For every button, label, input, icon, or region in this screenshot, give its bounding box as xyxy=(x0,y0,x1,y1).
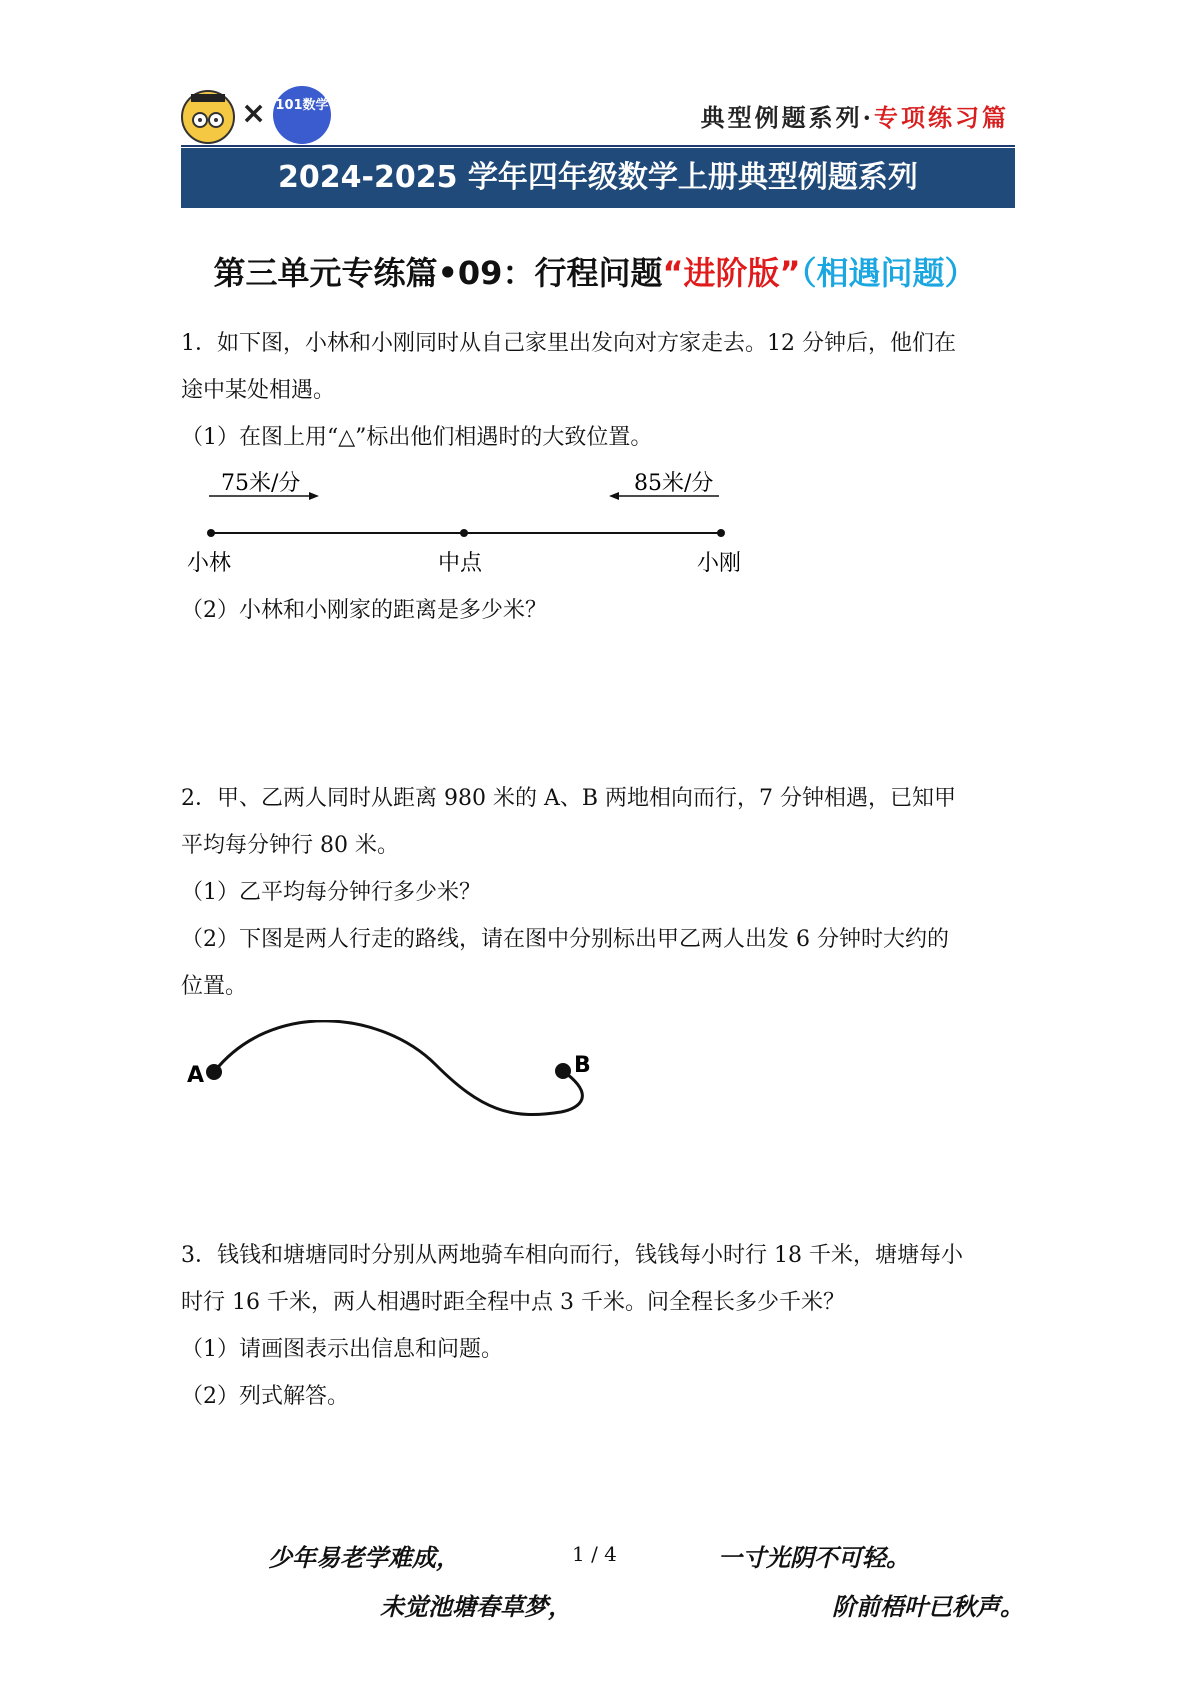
q1-label-right: 小刚 xyxy=(697,551,742,576)
q1-arrow-right-icon xyxy=(309,492,319,500)
subtitle-main: 第三单元专练篇•09：行程问题 xyxy=(213,254,663,292)
subtitle-blue: （相遇问题） xyxy=(800,254,977,292)
q2-route-diagram xyxy=(181,1020,611,1130)
series-label-black: 典型例题系列· xyxy=(700,103,874,132)
q2-part2b: 位置。 xyxy=(181,974,248,999)
q1-point-right xyxy=(717,529,725,537)
q1-point-left xyxy=(207,529,215,537)
math101-logo-icon: 101数学 xyxy=(273,86,331,144)
header-divider xyxy=(181,145,1015,147)
subtitle-red: “进阶版” xyxy=(662,254,801,292)
q1-part1: （1）在图上用“△”标出他们相遇时的大致位置。 xyxy=(181,425,653,450)
footer-poem-1: 少年易老学难成， xyxy=(268,1543,460,1572)
q1-part2-block xyxy=(181,587,1021,634)
series-label xyxy=(701,98,1009,133)
q2-part1: （1）乙平均每分钟行多少米？ xyxy=(181,880,481,905)
question-3 xyxy=(181,1232,1021,1420)
footer-poem-3: 未觉池塘春草梦， xyxy=(380,1592,572,1621)
q1-point-mid xyxy=(460,529,468,537)
logo-times-sign: × xyxy=(241,96,267,131)
q2-line2: 平均每分钟行 80 米。 xyxy=(181,833,399,858)
page-number: 1 / 4 xyxy=(572,1542,617,1566)
question-1 xyxy=(181,320,1021,461)
q3-line2: 时行 16 千米，两人相遇时距全程中点 3 千米。问全程长多少千米？ xyxy=(181,1290,845,1315)
question-2 xyxy=(181,775,1021,1010)
q3-part1: （1）请画图表示出信息和问题。 xyxy=(181,1337,503,1362)
q1-label-left: 小林 xyxy=(187,551,232,576)
footer-poem-2: 一寸光阴不可轻。 xyxy=(718,1543,910,1572)
q1-label-mid: 中点 xyxy=(438,551,483,576)
q2-point-a xyxy=(206,1064,222,1080)
q1-distance-diagram xyxy=(181,465,761,585)
q2-curve-route xyxy=(214,1021,582,1115)
q3-line1: 3．钱钱和塘塘同时分别从两地骑车相向而行，钱钱每小时行 18 千米，塘塘每小 xyxy=(181,1243,963,1268)
logo-group xyxy=(181,86,341,146)
q2-label-b: B xyxy=(574,1053,591,1078)
q2-point-b xyxy=(555,1063,571,1079)
q2-part2a: （2）下图是两人行走的路线，请在图中分别标出甲乙两人出发 6 分钟时大约的 xyxy=(181,927,949,952)
q1-arrow-left-icon xyxy=(609,492,619,500)
q1-part2: （2）小林和小刚家的距离是多少米？ xyxy=(181,598,547,623)
q1-speed-left: 75米/分 xyxy=(221,471,301,496)
footer-poem-4: 阶前梧叶已秋声。 xyxy=(832,1592,1024,1621)
q3-part2: （2）列式解答。 xyxy=(181,1384,349,1409)
title-banner: 2024-2025 学年四年级数学上册典型例题系列 xyxy=(181,148,1015,208)
bear-logo-icon xyxy=(181,90,235,144)
series-label-red: 专项练习篇 xyxy=(874,103,1009,132)
q1-line1: 1．如下图，小林和小刚同时从自己家里出发向对方家走去。12 分钟后，他们在 xyxy=(181,331,956,356)
page-subtitle xyxy=(0,248,1190,294)
q1-line2: 途中某处相遇。 xyxy=(181,378,336,403)
q1-speed-right: 85米/分 xyxy=(634,471,714,496)
q2-label-a: A xyxy=(187,1063,205,1088)
q2-line1: 2．甲、乙两人同时从距离 980 米的 A、B 两地相向而行，7 分钟相遇，已知甲 xyxy=(181,786,957,811)
